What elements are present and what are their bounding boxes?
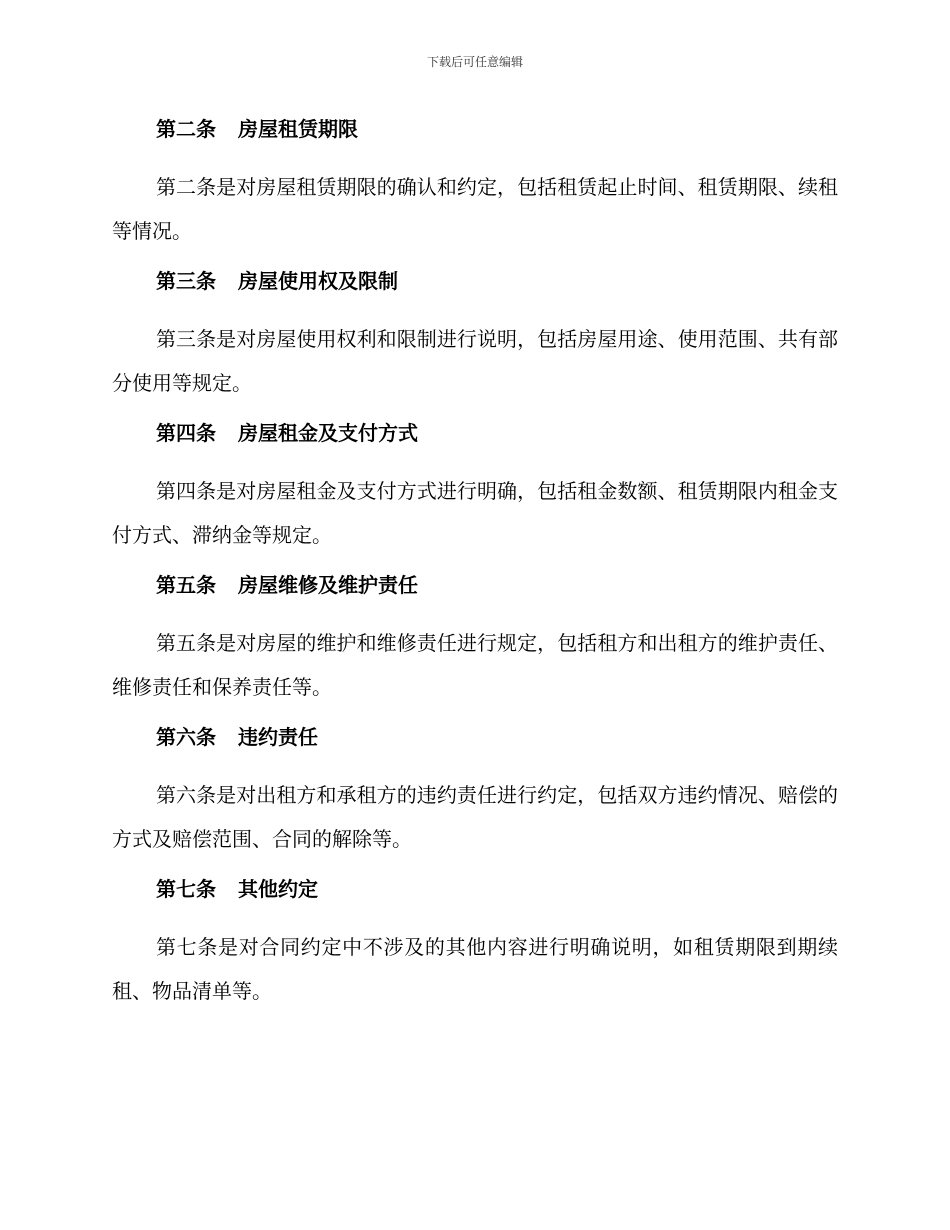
section-body: 第五条是对房屋的维护和维修责任进行规定，包括租方和出租方的维护责任、维修责任和保养责任等。 xyxy=(112,631,838,699)
section-body: 第四条是对房屋租金及支付方式进行明确，包括租金数额、租赁期限内租金支付方式、滞纳金等规定。 xyxy=(112,479,838,547)
header-note: 下载后可任意编辑 xyxy=(426,55,523,69)
section-body: 第七条是对合同约定中不涉及的其他内容进行明确说明，如租赁期限到期续租、物品清单等。 xyxy=(112,935,838,1003)
section-number: 第四条 xyxy=(156,421,216,445)
section-number: 第六条 xyxy=(156,725,216,749)
section-heading xyxy=(112,111,838,147)
section-title: 房屋维修及维护责任 xyxy=(238,573,418,597)
section-heading xyxy=(112,567,838,603)
section-heading xyxy=(112,719,838,755)
section-number: 第七条 xyxy=(156,877,216,901)
section-number: 第五条 xyxy=(156,573,216,597)
section-body: 第三条是对房屋使用权利和限制进行说明，包括房屋用途、使用范围、共有部分使用等规定。 xyxy=(112,327,838,395)
section-heading xyxy=(112,263,838,299)
section-title: 房屋租金及支付方式 xyxy=(238,421,418,445)
section-title: 其他约定 xyxy=(238,877,318,901)
section-article-6 xyxy=(112,719,838,861)
section-title: 违约责任 xyxy=(238,725,318,749)
section-article-5 xyxy=(112,567,838,709)
section-body: 第二条是对房屋租赁期限的确认和约定，包括租赁起止时间、租赁期限、续租等情况。 xyxy=(112,175,838,243)
section-number: 第二条 xyxy=(156,117,216,141)
section-body: 第六条是对出租方和承租方的违约责任进行约定，包括双方违约情况、赔偿的方式及赔偿范围、合同的解除等。 xyxy=(112,783,838,851)
section-heading xyxy=(112,415,838,451)
section-article-2 xyxy=(112,111,838,253)
document-content xyxy=(112,111,838,1023)
section-title: 房屋租赁期限 xyxy=(238,117,358,141)
section-number: 第三条 xyxy=(156,269,216,293)
section-article-4 xyxy=(112,415,838,557)
section-article-7 xyxy=(112,871,838,1013)
section-article-3 xyxy=(112,263,838,405)
section-title: 房屋使用权及限制 xyxy=(238,269,398,293)
section-heading xyxy=(112,871,838,907)
